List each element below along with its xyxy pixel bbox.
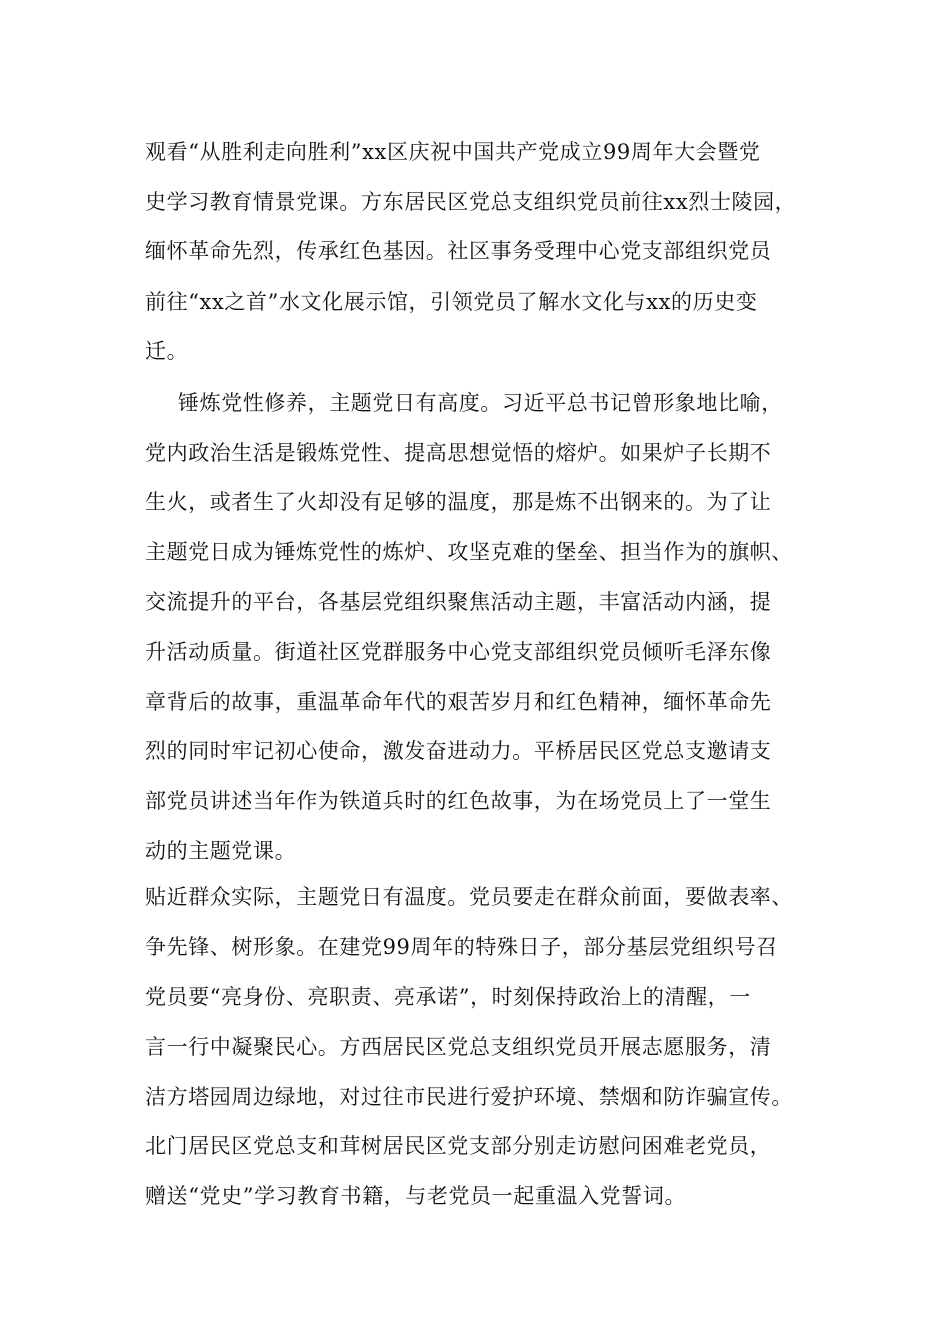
paragraph-2-line-10: 动的主题党课。: [145, 839, 297, 863]
paragraph-1-line-3: 缅怀革命先烈，传承红色基因。社区事务受理中心党支部组织党员: [145, 239, 772, 263]
paragraph-1-line-4: 前往“xx之首”水文化展示馆，引领党员了解水文化与xx的历史变: [145, 290, 758, 314]
paragraph-3-line-2: 争先锋、树形象。在建党99周年的特殊日子，部分基层党组织号召: [145, 935, 778, 959]
paragraph-2-line-8: 烈的同时牢记初心使命，激发奋进动力。平桥居民区党总支邀请支: [145, 739, 772, 763]
paragraph-1-line-5: 迁。: [145, 339, 189, 363]
paragraph-2-line-6: 升活动质量。街道社区党群服务中心党支部组织党员倾听毛泽东像: [145, 640, 772, 664]
paragraph-2-line-9: 部党员讲述当年作为铁道兵时的红色故事，为在场党员上了一堂生: [145, 789, 772, 813]
paragraph-2-line-7: 章背后的故事，重温革命年代的艰苦岁月和红色精神，缅怀革命先: [145, 690, 772, 714]
paragraph-3-line-7: 赠送“党史”学习教育书籍，与老党员一起重温入党誓词。: [145, 1184, 687, 1208]
paragraph-3-line-6: 北门居民区党总支和茸树居民区党支部分别走访慰问困难老党员，: [145, 1134, 772, 1158]
paragraph-3-line-1: 贴近群众实际，主题党日有温度。党员要走在群众前面，要做表率、: [145, 885, 793, 909]
paragraph-2-line-5: 交流提升的平台，各基层党组织聚焦活动主题，丰富活动内涵，提: [145, 590, 772, 614]
paragraph-1-line-2: 史学习教育情景党课。方东居民区党总支组织党员前往xx烈士陵园，: [145, 190, 797, 214]
paragraph-1-line-1: 观看“从胜利走向胜利”xx区庆祝中国共产党成立99周年大会暨党: [145, 140, 761, 164]
paragraph-3-line-4: 言一行中凝聚民心。方西居民区党总支组织党员开展志愿服务，清: [145, 1035, 772, 1059]
paragraph-2-line-4: 主题党日成为锤炼党性的炼炉、攻坚克难的堡垒、担当作为的旗帜、: [145, 540, 793, 564]
paragraph-2-line-3: 生火，或者生了火却没有足够的温度，那是炼不出钢来的。为了让: [145, 490, 772, 514]
paragraph-2-line-1: 锤炼党性修养，主题党日有高度。习近平总书记曾形象地比喻，: [178, 391, 783, 415]
paragraph-3-line-3: 党员要“亮身份、亮职责、亮承诺”，时刻保持政治上的清醒，一: [145, 985, 751, 1009]
paragraph-3-line-5: 洁方塔园周边绿地，对过往市民进行爱护环境、禁烟和防诈骗宣传。: [145, 1085, 793, 1109]
paragraph-2-line-2: 党内政治生活是锻炼党性、提高思想觉悟的熔炉。如果炉子长期不: [145, 441, 772, 465]
